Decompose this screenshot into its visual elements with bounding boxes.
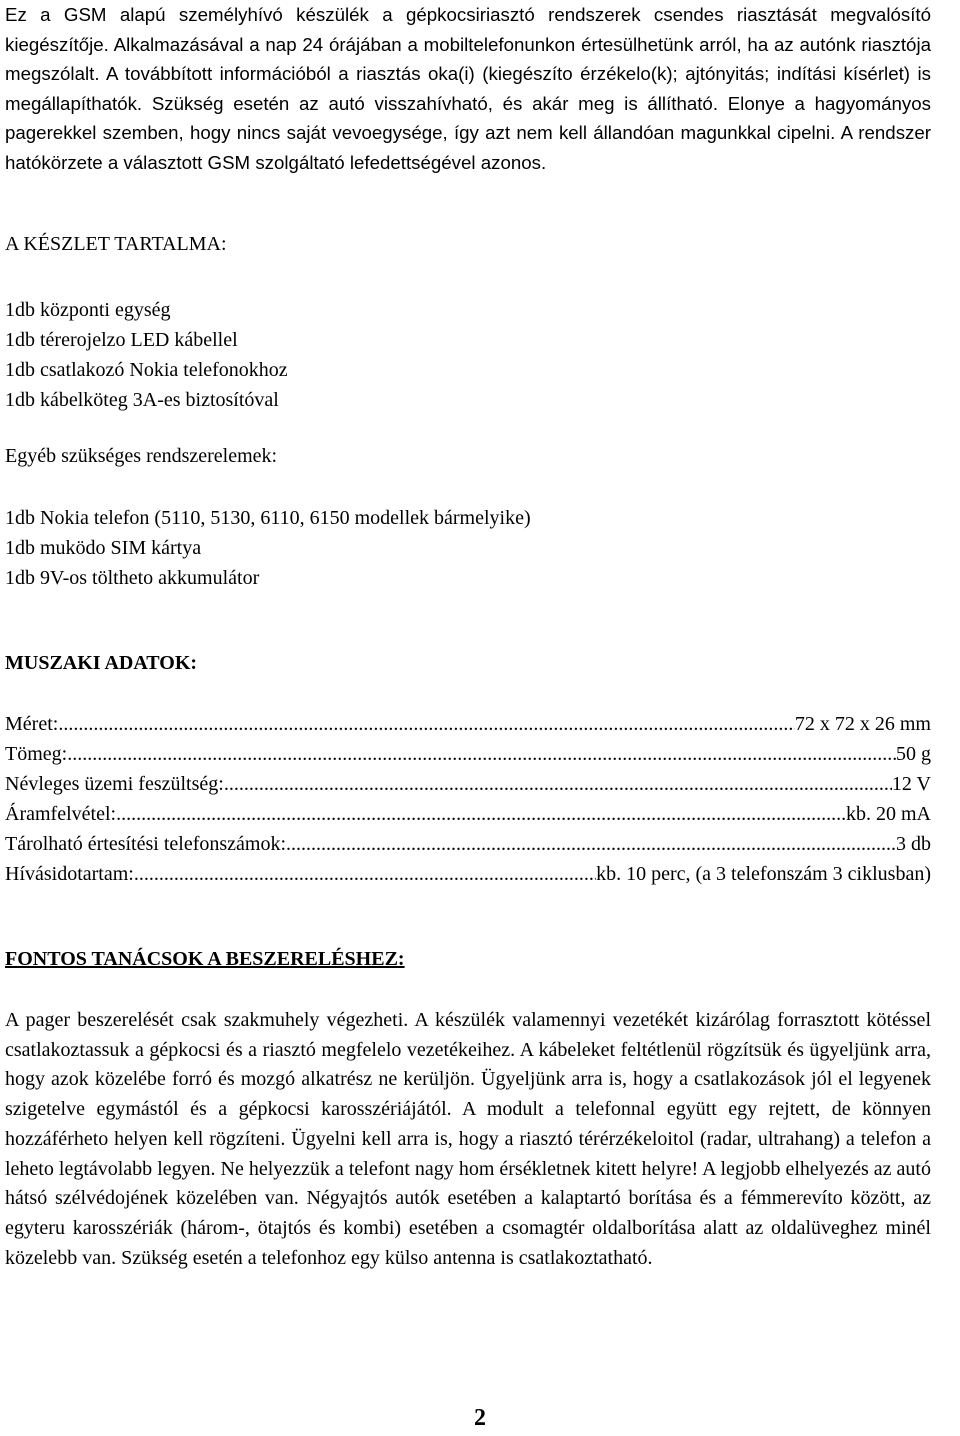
spec-label: Méret: xyxy=(5,713,59,735)
other-components-heading: Egyéb szükséges rendszerelemek: xyxy=(5,445,278,467)
dot-leader xyxy=(134,859,596,889)
kit-list xyxy=(5,295,288,415)
spec-value: 12 V xyxy=(891,773,931,795)
spec-value: 50 g xyxy=(896,743,931,765)
spec-value: kb. 10 perc, (a 3 telefonszám 3 ciklusban) xyxy=(596,863,931,885)
list-item: 1db térerojelzo LED kábellel xyxy=(5,329,238,351)
specs-heading: MUSZAKI ADATOK: xyxy=(5,652,198,674)
spec-label: Tömeg: xyxy=(5,743,68,765)
spec-label: Tárolható értesítési telefonszámok: xyxy=(5,833,287,855)
list-item: 1db csatlakozó Nokia telefonokhoz xyxy=(5,359,288,381)
list-item: 1db kábelköteg 3A-es biztosítóval xyxy=(5,389,279,411)
list-item: 1db Nokia telefon (5110, 5130, 6110, 6150 modellek bármelyike) xyxy=(5,507,531,529)
spec-label: Áramfelvétel: xyxy=(5,803,117,825)
list-item: 1db központi egység xyxy=(5,299,171,321)
tips-heading: FONTOS TANÁCSOK A BESZERELÉSHEZ: xyxy=(5,948,405,970)
spec-row xyxy=(5,739,931,769)
spec-label: Névleges üzemi feszültség: xyxy=(5,773,224,795)
spec-value: kb. 20 mA xyxy=(846,803,931,825)
spec-row xyxy=(5,709,931,739)
dot-leader xyxy=(116,799,846,829)
tips-paragraph: A pager beszerelését csak szakmuhely végezheti. A készülék valamennyi vezetékét kizárólag forrasztott kötéssel csatlakoztassuk a gépkocsi és a riasztó megfelelo vezetékeihez. A kábeleket feltétlenül rögzítsük és ügyeljünk arra, hogy azok közelébe forró és mozgó alkatrész ne kerüljön. Ügyeljünk arra is, hogy a csatlakozások jól el legyenek szigetelve egymástól és a gépkocsi karosszériájától. A modult a telefonnal együtt egy rejtett, de könnyen hozzáférheto helyen kell rögzíteni. Ügyelni kell arra is, hogy a riasztó térérzékeloitol (radar, ultrahang) a telefon a leheto legtávolabb legyen. Ne helyezzük a telefont nagy hom érsékletnek kitett helyre! A legjobb elhelyezés az autó hátsó szélvédojének közelében van. Négyajtós autók esetében a kalaptartó borítása és a fémmerevíto között, az egyteru karosszériák (három-, ötajtós és kombi) esetében a csomagtér oldalborítása alatt az oldalüveghez minél közelebb van. Szükség esetén a telefonhoz egy külso antenna is csatlakoztatható. xyxy=(5,1009,931,1269)
list-item: 1db 9V-os töltheto akkumulátor xyxy=(5,567,260,589)
spec-value: 72 x 72 x 26 mm xyxy=(794,713,931,735)
dot-leader xyxy=(58,709,795,739)
spec-row xyxy=(5,859,931,889)
spec-row xyxy=(5,799,931,829)
intro-paragraph: Ez a GSM alapú személyhívó készülék a gépkocsiriasztó rendszerek csendes riasztását megvalósító kiegészítője. Alkalmazásával a nap 24 órájában a mobiltelefonunkon értesülhetünk arról, ha az autónk riasztója megszólalt. A továbbított információból a riasztás oka(i) (kiegészíto érzékelo(k); ajtónyitás; indítási kísérlet) is megállapíthatók. Szükség esetén az autó visszahívható, és akár meg is állítható. Elonye a hagyományos pagerekkel szemben, hogy nincs saját vevoegysége, így azt nem kell állandóan magunkkal cipelni. A rendszer hatókörzete a választott GSM szolgáltató lefedettségével azonos. xyxy=(5,4,931,173)
spec-row xyxy=(5,829,931,859)
spec-value: 3 db xyxy=(896,833,931,855)
page-number: 2 xyxy=(474,1405,486,1431)
spec-label: Hívásidotartam: xyxy=(5,863,134,885)
specs-table xyxy=(5,709,931,889)
dot-leader xyxy=(67,739,896,769)
dot-leader xyxy=(224,769,892,799)
spec-row xyxy=(5,769,931,799)
list-item: 1db muködo SIM kártya xyxy=(5,537,202,559)
dot-leader xyxy=(286,829,896,859)
document-page xyxy=(5,0,935,1269)
kit-heading: A KÉSZLET TARTALMA: xyxy=(5,233,227,255)
other-components-list xyxy=(5,503,531,593)
